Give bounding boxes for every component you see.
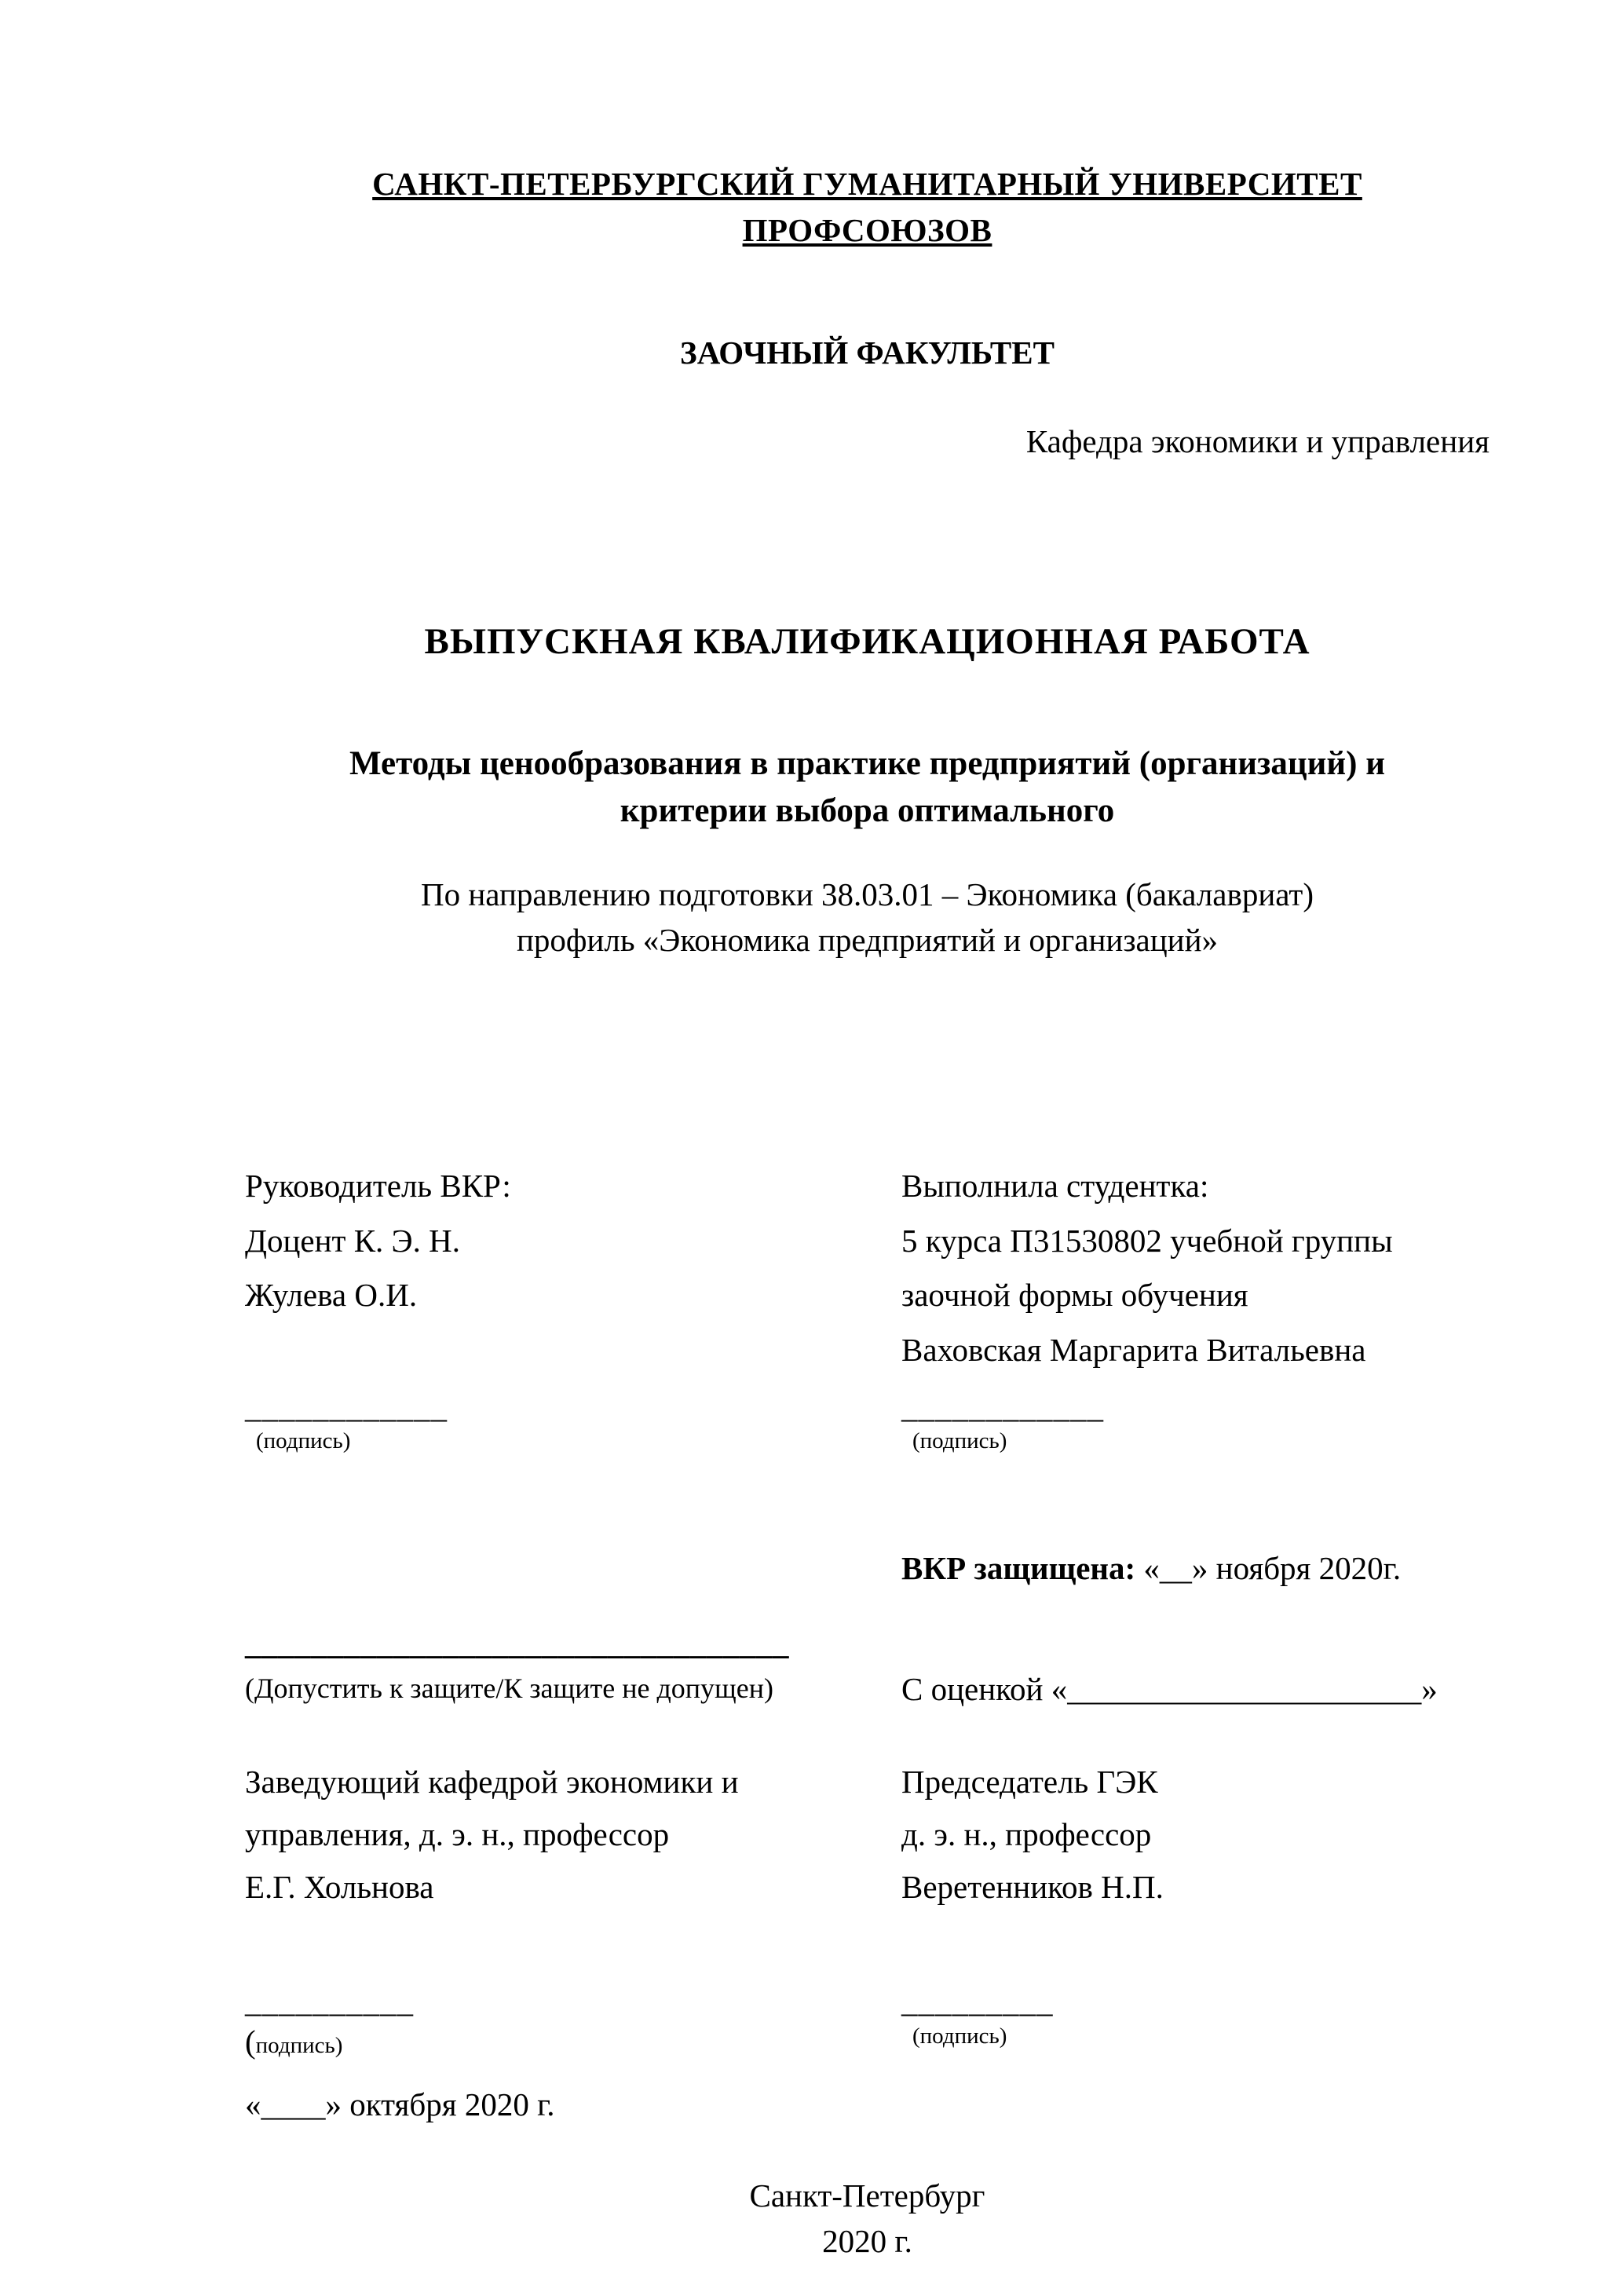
thesis-topic: [245, 740, 1490, 835]
program-direction: По направлению подготовки 38.03.01 – Экономика (бакалавриат): [421, 876, 1314, 913]
student-block: [901, 1159, 1490, 1455]
work-type-heading: ВЫПУСКНАЯ КВАЛИФИКАЦИОННАЯ РАБОТА: [424, 620, 1310, 662]
program-info: [245, 872, 1490, 963]
committee-chair-title: Председатель ГЭК: [901, 1763, 1158, 1800]
supervisor-degree: Доцент К. Э. Н.: [245, 1222, 460, 1259]
department-head-title-line1: Заведующий кафедрой экономики и: [245, 1763, 739, 1800]
admission-caption: (Допустить к защите/К защите не допущен): [245, 1672, 774, 1704]
supervisor-signature-line: ____________: [245, 1388, 448, 1425]
footer: [245, 2174, 1490, 2264]
defense-status: [901, 1545, 1490, 1592]
department-head-signature-caption: [245, 2023, 901, 2061]
student-group: 5 курса П31530802 учебной группы: [901, 1222, 1393, 1259]
department-head-caption-paren: (: [245, 2023, 256, 2060]
committee-chair-name: Веретенников Н.П.: [901, 1868, 1164, 1905]
footer-city: Санкт-Петербург: [749, 2177, 985, 2214]
department-head-name: Е.Г. Хольнова: [245, 1868, 434, 1905]
supervisor-role: Руководитель ВКР:: [245, 1168, 511, 1205]
student-signature-caption: (подпись): [912, 1428, 1007, 1453]
supervisor-student-row: [245, 1159, 1490, 1455]
committee-chair-signature-caption: (подпись): [912, 2023, 1007, 2049]
committee-chair-signature-line: _________: [901, 1983, 1054, 2020]
committee-chair-block: [901, 1756, 1490, 2128]
faculty-name: ЗАОЧНЫЙ ФАКУЛЬТЕТ: [680, 334, 1055, 371]
department-name: Кафедра экономики и управления: [1025, 423, 1490, 460]
supervisor-name: Жулева О.И.: [245, 1277, 418, 1314]
department-head-caption-text: подпись): [255, 2032, 343, 2058]
defense-status-date: «__» ноября 2020г.: [1135, 1550, 1402, 1587]
admission-grade-row: [245, 1625, 1490, 1713]
supervisor-signature-caption: (подпись): [256, 1428, 351, 1454]
department-head-date: «____» октября 2020 г.: [245, 2086, 555, 2122]
thesis-topic-line1: Методы ценообразования в практике предприятий (организаций) и: [349, 744, 1386, 782]
thesis-topic-line2: критерии выбора оптимального: [620, 792, 1115, 830]
department-head-block: [245, 1756, 901, 2128]
defense-status-row: [245, 1545, 1490, 1592]
department-head-signature-line: __________: [245, 1983, 414, 2020]
supervisor-block: [245, 1159, 901, 1455]
officials-row: [245, 1756, 1490, 2128]
defense-row-spacer: [245, 1545, 901, 1592]
student-name: Ваховская Маргарита Витальевна: [901, 1332, 1366, 1369]
student-role: Выполнила студентка:: [901, 1168, 1209, 1205]
student-study-form: заочной формы обучения: [901, 1277, 1248, 1314]
university-name-row: [245, 161, 1490, 254]
admission-block: [245, 1625, 901, 1713]
program-profile: профиль «Экономика предприятий и организаций»: [516, 921, 1219, 958]
admission-signature-line: _________________________________: [245, 1624, 789, 1661]
grade-block: [901, 1625, 1490, 1713]
grade-line: С оценкой «______________________»: [901, 1670, 1438, 1707]
student-signature-line: ____________: [901, 1387, 1104, 1424]
university-name: САНКТ-ПЕТЕРБУРГСКИЙ ГУМАНИТАРНЫЙ УНИВЕРСИТЕТ ПРОФСОЮЗОВ: [372, 166, 1362, 249]
footer-year: 2020 г.: [822, 2222, 912, 2259]
defense-status-label: ВКР защищена:: [901, 1550, 1136, 1587]
committee-chair-degree: д. э. н., профессор: [901, 1815, 1152, 1852]
department-head-title-line2: управления, д. э. н., профессор: [245, 1815, 670, 1852]
